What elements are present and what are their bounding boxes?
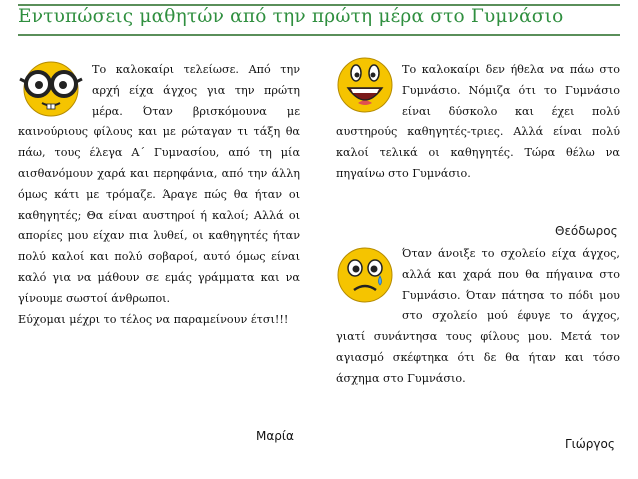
maria-signature: Μαρία bbox=[256, 429, 294, 443]
maria-text: Το καλοκαίρι τελείωσε. Από την αρχή είχα άγχος για την πρώτη μέρα. Όταν βρισκόμουνα με καινούριους φίλους και με ρώταγαν τι τάξη θα πάω, τους έλεγα Α΄ Γυμνασίου, από τη μία αισθανόμουν χαρά και περηφάνια, από την άλλη όμως κάτι με τρόμαζε. Άραγε πώς θα ήταν οι καθηγητές; Θα είναι αυστηροί ή καλοί; Αλλά οι απορίες μου είχαν πια λυθεί, οι καθηγητές ήταν πολύ καλοί και πολύ σοβαροί, αυτό όμως είναι καλό για να μάθουν σε εμάς γράμματα και να γίνουμε σωστοί άνθρωποι. bbox=[18, 63, 300, 305]
title-bottom-rule bbox=[18, 34, 620, 36]
laughing-smiley-icon bbox=[336, 54, 394, 116]
maria-wish: Εύχομαι μέχρι το τέλος να παραμείνουν έτσι!!! bbox=[18, 312, 289, 326]
page-title: Εντυπώσεις μαθητών από την πρώτη μέρα στο Γυμνάσιο bbox=[18, 6, 564, 27]
giorgos-signature: Γιώργος bbox=[565, 437, 615, 451]
crying-smiley-icon bbox=[336, 246, 394, 304]
giorgos-column bbox=[336, 244, 620, 390]
maria-column bbox=[18, 60, 300, 330]
theodoros-text: Το καλοκαίρι δεν ήθελα να πάω στο Γυμνάσιο. Νόμιζα ότι το Γυμνάσιο είναι δύσκολο και έχει πολύ αυστηρούς καθηγητές-τριες. Αλλά είναι πολύ καλοί τελικά οι καθηγητές. Τώρα θέλω να πηγαίνω στο Γυμνάσιο. bbox=[336, 63, 620, 180]
theodoros-column bbox=[336, 60, 620, 185]
giorgos-text: Όταν άνοιξε το σχολείο είχα άγχος, αλλά και χαρά που θα πήγαινα στο Γυμνάσιο. Όταν πάτησα το πόδι μου στο σχολείο μού έφυγε το άγχος, γιατί συνάντησα τους φίλους μου. Μετά τον αγιασμό σκέφτηκα ότι δε θα ήταν και τόσο άσχημα στο Γυμνάσιο. bbox=[336, 247, 620, 385]
theodoros-signature: Θεόδωρος bbox=[555, 224, 618, 238]
nerd-smiley-icon bbox=[18, 58, 84, 118]
